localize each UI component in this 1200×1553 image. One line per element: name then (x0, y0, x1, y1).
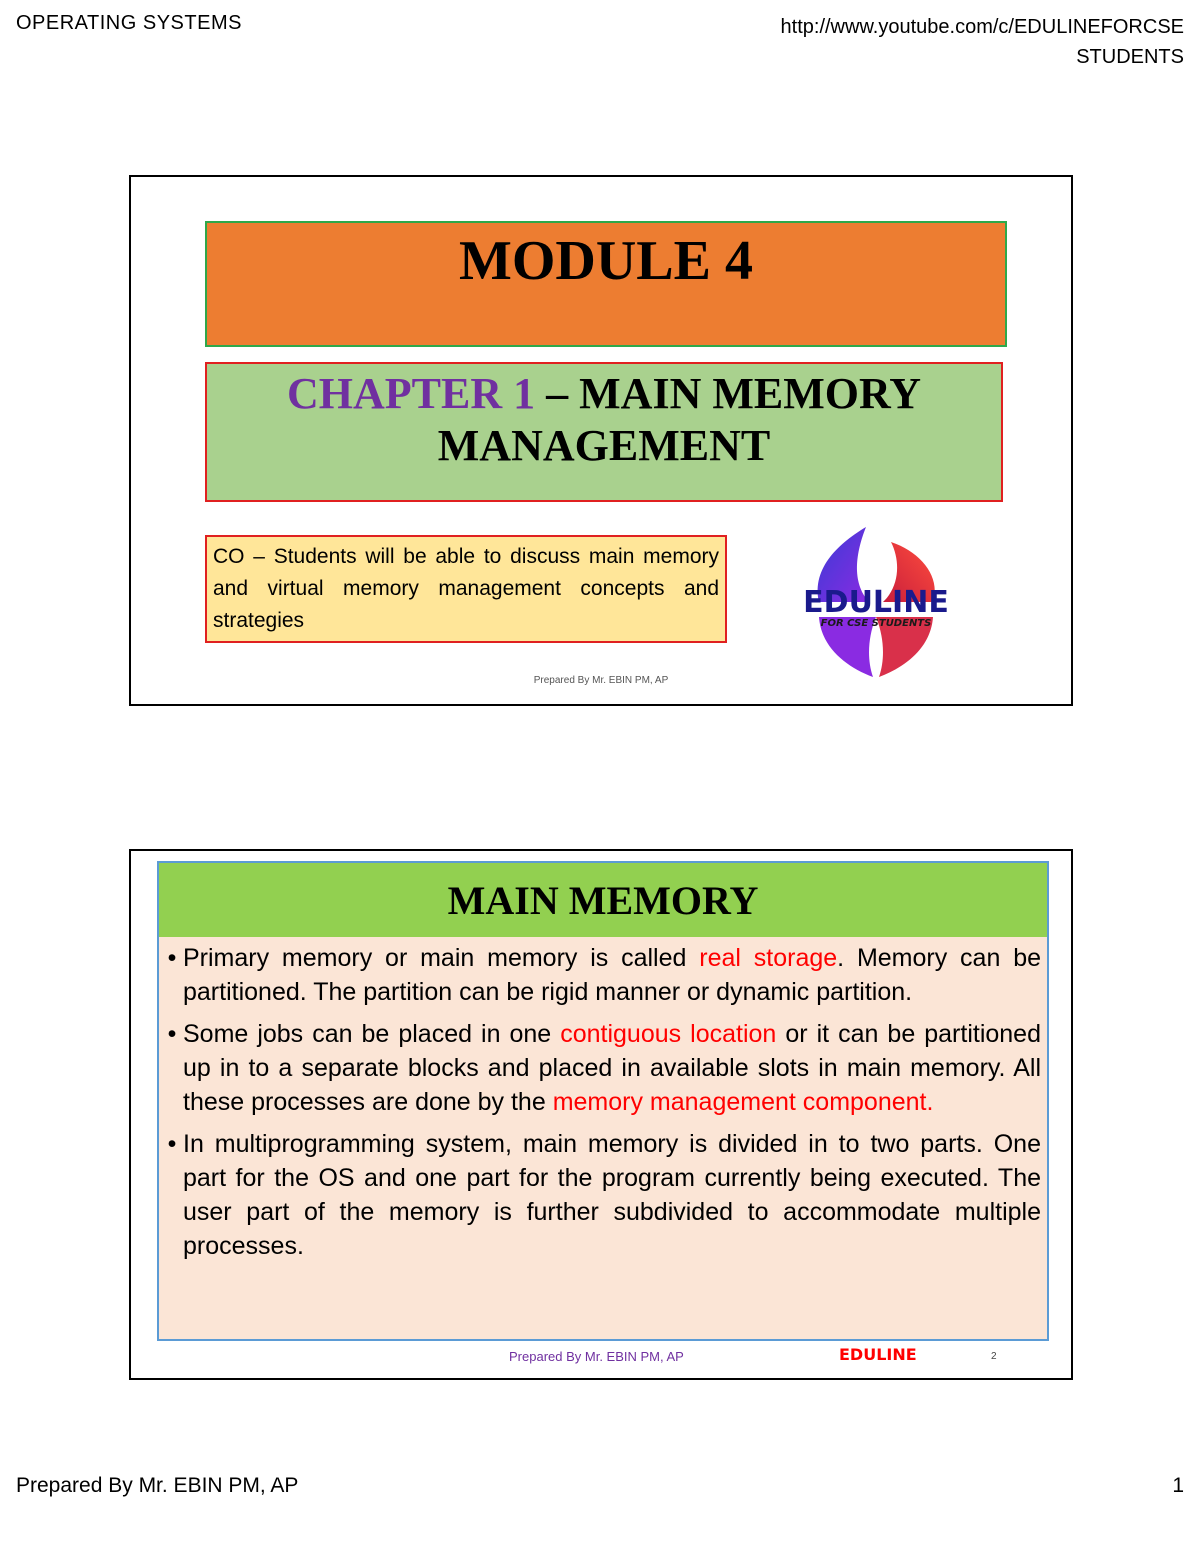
slide2-number: 2 (991, 1351, 997, 1362)
bullet-dot-icon: • (167, 1130, 177, 1158)
eduline-logo-icon (781, 522, 971, 682)
bullet-item (161, 1127, 1041, 1263)
highlight-term: memory management component. (552, 1088, 934, 1116)
slide2-prepared-by: Prepared By Mr. EBIN PM, AP (509, 1349, 684, 1364)
slide-1 (129, 175, 1073, 706)
chapter-prefix: CHAPTER 1 (287, 369, 536, 418)
header-url-line1: http://www.youtube.com/c/EDULINEFORCSE (780, 16, 1184, 38)
footer-page-number: 1 (1172, 1474, 1184, 1497)
bullet-dot-icon: • (167, 944, 177, 972)
highlight-term: real storage (699, 944, 838, 972)
course-outcome-box (205, 535, 727, 643)
highlight-term: contiguous location (560, 1020, 777, 1048)
chapter-title-rest: – MAIN MEMORY MANAGEMENT (437, 369, 921, 470)
header-course-title: OPERATING SYSTEMS (16, 12, 242, 34)
slide1-prepared-by: Prepared By Mr. EBIN PM, AP (533, 675, 669, 686)
bullet-text: Primary memory or main memory is called real storage. Memory can be partitioned. The partition can be rigid manner or dynamic partition. (183, 944, 1041, 1006)
main-memory-title: MAIN MEMORY (447, 878, 759, 923)
header-url-line2: STUDENTS (1076, 46, 1184, 68)
module-title: MODULE 4 (459, 230, 753, 292)
chapter-title-box (205, 362, 1003, 502)
bullet-text: Some jobs can be placed in one contiguous location or it can be partitioned up in to a separate blocks and placed in available slots in main memory. All these processes are done by the memory management component. (183, 1020, 1041, 1116)
footer-prepared-by: Prepared By Mr. EBIN PM, AP (16, 1474, 299, 1497)
slide-2 (129, 849, 1073, 1380)
module-title-box (205, 221, 1007, 347)
logo-wordmark: EDULINE (803, 585, 949, 620)
bullet-item (161, 1017, 1041, 1119)
bullet-text: In multiprogramming system, main memory is divided in to two parts. One part for the OS and one part for the program currently being executed. The user part of the memory is further subdivided to accommodate multiple processes. (183, 1130, 1041, 1260)
bullet-dot-icon: • (167, 1020, 177, 1048)
header-youtube-url[interactable] (781, 12, 1184, 72)
course-outcome-text: CO – Students will be able to discuss main memory and virtual memory management concepts and strategies (213, 545, 719, 632)
main-memory-title-box (157, 861, 1049, 937)
logo-subtext: FOR CSE STUDENTS (820, 618, 932, 629)
bullet-item (161, 941, 1041, 1009)
main-memory-body (157, 937, 1049, 1341)
slide2-brand: EDULINE (839, 1345, 917, 1364)
